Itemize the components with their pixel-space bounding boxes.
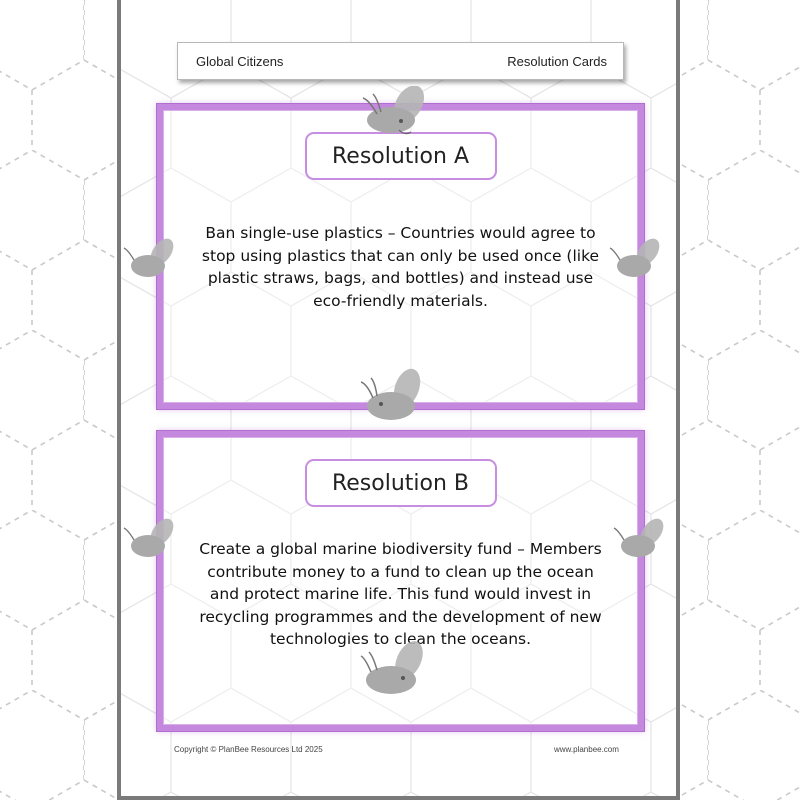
header-left-label: Global Citizens [196,53,284,69]
bee-icon [359,640,439,702]
card-text: Create a global marine biodiversity fund – Members contribute money to a fund to clean up the ocean and protect marine life. This fund would invest in recycling programmes and the development of new technologies to clean the oceans. [199,540,602,648]
card-title: Resolution B [305,459,497,507]
card-text: Ban single-use plastics – Countries would agree to stop using plastics that can only be used once (like plastic straws, bags, and bottles) and instead use eco-friendly materials. [201,224,600,310]
bee-icon [612,518,672,564]
page-header [177,42,624,80]
bee-icon [122,518,182,564]
resolution-card-a [157,104,644,409]
footer-website: www.planbee.com [554,745,619,754]
card-title: Resolution A [305,132,497,180]
header-right-label: Resolution Cards [507,53,607,69]
bee-icon [608,238,668,284]
bee-icon [122,238,182,284]
bee-icon [359,368,437,430]
worksheet-page [117,0,680,800]
bee-icon [359,86,437,144]
footer-copyright: Copyright © PlanBee Resources Ltd 2025 [174,745,323,754]
